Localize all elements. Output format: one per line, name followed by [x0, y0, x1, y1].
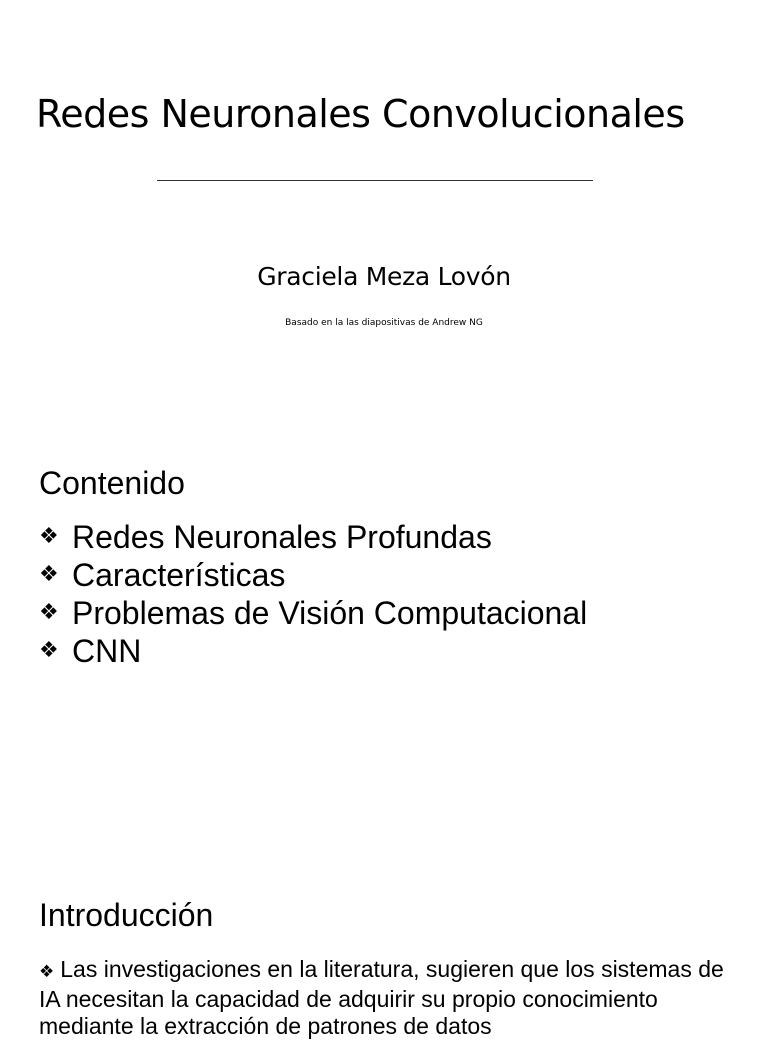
- diamond-bullet-icon: ❖: [39, 524, 59, 549]
- contenido-list: [39, 518, 587, 670]
- list-item: [39, 594, 587, 632]
- slide-title: Redes Neuronales Convolucionales: [36, 92, 685, 136]
- introduccion-slide: [0, 880, 768, 1039]
- list-item: [39, 632, 587, 670]
- list-item-label: Problemas de Visión Computacional: [72, 595, 588, 631]
- diamond-bullet-icon: ❖: [39, 600, 59, 625]
- slide-subtitle: Basado en la las diapositivas de Andrew NG: [285, 318, 483, 328]
- list-item-label: CNN: [72, 633, 142, 669]
- author-name: Graciela Meza Lovón: [257, 262, 511, 291]
- intro-paragraph: [39, 956, 739, 1040]
- title-divider: [157, 180, 593, 181]
- introduccion-heading: Introducción: [39, 897, 214, 933]
- contenido-slide: [0, 450, 768, 870]
- list-item-label: Características: [72, 557, 286, 593]
- diamond-bullet-icon: ❖: [39, 962, 55, 982]
- contenido-heading: Contenido: [39, 465, 185, 501]
- title-slide: [0, 0, 768, 430]
- list-item: [39, 518, 587, 556]
- diamond-bullet-icon: ❖: [39, 638, 59, 663]
- intro-text: Las investigaciones en la literatura, sugieren que los sistemas de IA necesitan la capacidad de adquirir su propio conocimiento mediante la extracción de patrones de datos: [39, 956, 724, 1039]
- list-item-label: Redes Neuronales Profundas: [72, 519, 492, 555]
- list-item: [39, 556, 587, 594]
- diamond-bullet-icon: ❖: [39, 562, 59, 587]
